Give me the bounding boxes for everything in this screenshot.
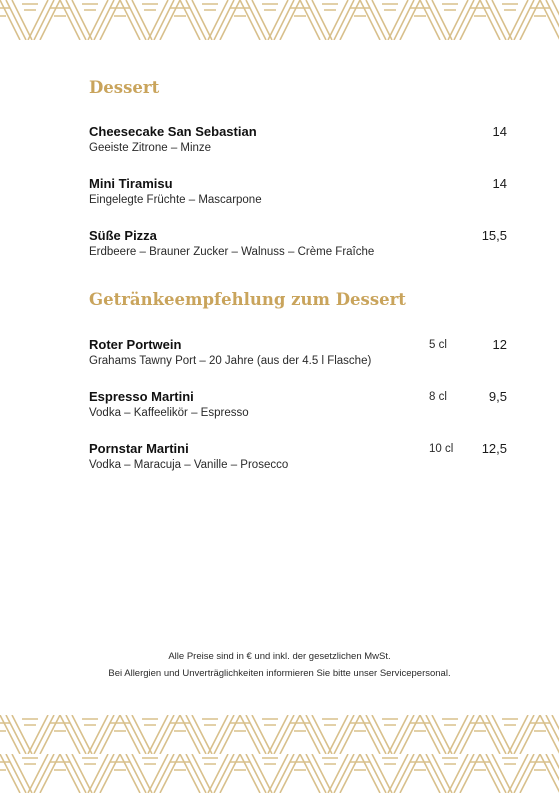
item-name: Roter Portwein [89,337,182,352]
item-description: Vodka – Kaffeelikör – Espresso [89,407,249,419]
item-description: Erdbeere – Brauner Zucker – Walnuss – Crème Fraîche [89,246,375,258]
footer-price-note: Alle Preise sind in € und inkl. der gesetzlichen MwSt. [168,651,391,662]
item-description: Vodka – Maracuja – Vanille – Prosecco [89,459,289,471]
item-description: Grahams Tawny Port – 20 Jahre (aus der 4.5 l Flasche) [89,355,372,367]
menu-item [89,124,509,164]
item-price: 14 [492,176,507,191]
item-price: 14 [492,124,507,139]
menu-item [89,337,509,377]
item-volume: 5 cl [429,339,447,351]
section-title-drinks: Getränkeempfehlung zum Dessert [89,290,406,309]
item-volume: 10 cl [429,443,454,455]
item-description: Eingelegte Früchte – Mascarpone [89,194,262,206]
menu-item [89,389,509,429]
item-name: Süße Pizza [89,228,157,243]
item-name: Pornstar Martini [89,441,189,456]
item-price: 9,5 [488,389,507,404]
menu-item [89,176,509,216]
footer-allergy-note: Bei Allergien und Unverträglichkeiten informieren Sie bitte unser Servicepersonal. [108,668,451,679]
section-title-dessert: Dessert [89,78,160,97]
menu-item [89,228,509,268]
item-description: Geeiste Zitrone – Minze [89,142,212,154]
item-price: 12 [492,337,507,352]
item-price: 15,5 [481,228,507,243]
item-volume: 8 cl [429,391,447,403]
item-name: Espresso Martini [89,389,194,404]
item-price: 12,5 [481,441,507,456]
menu-item [89,441,509,481]
item-name: Mini Tiramisu [89,176,173,191]
decorative-pattern-bottom [0,715,559,793]
decorative-pattern-top [0,0,559,40]
item-name: Cheesecake San Sebastian [89,124,257,139]
